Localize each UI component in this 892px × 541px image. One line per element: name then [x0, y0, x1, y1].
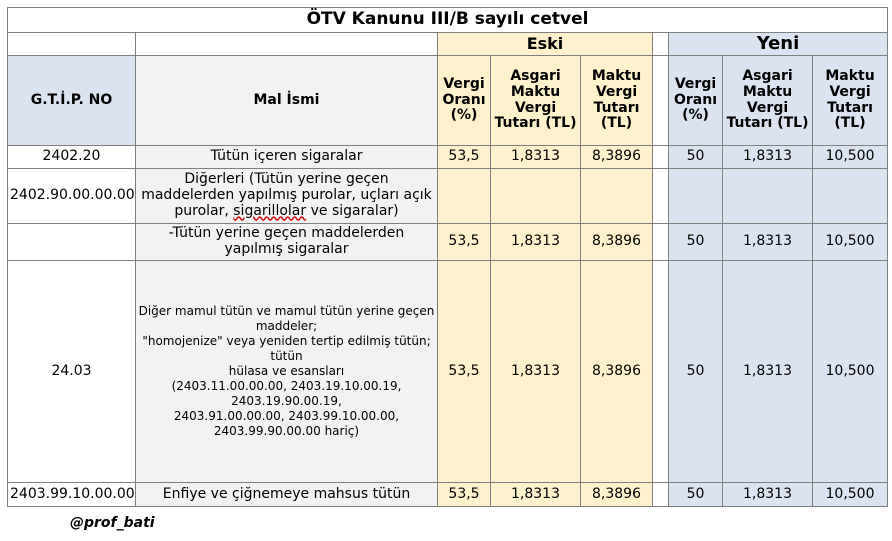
name-text: ve sigaralar)	[306, 202, 399, 219]
new-min-cell: 1,8313	[723, 146, 813, 169]
new-rate-cell: 50	[669, 146, 723, 169]
code-cell: 2403.99.10.00.00	[8, 483, 136, 507]
spacer-cell	[653, 261, 669, 483]
new-fixed-cell: 10,500	[813, 261, 888, 483]
new-fixed-cell: 10,500	[813, 224, 888, 261]
author-handle: @prof_bati	[70, 515, 155, 531]
new-fixed-cell: 10,500	[813, 146, 888, 169]
name-text: Diğerleri (Tütün yerine geçen maddelerden yapılmış purolar, uçları açık purolar,	[141, 171, 432, 219]
table-title: ÖTV Kanunu III/B sayılı cetvel	[8, 8, 888, 33]
old-min-cell: 1,8313	[491, 261, 581, 483]
blank-cell	[8, 33, 136, 56]
col-header-code: G.T.İ.P. NO	[8, 56, 136, 146]
table-row	[8, 169, 888, 224]
new-fixed-cell: 10,500	[813, 483, 888, 507]
empty-cell	[723, 169, 813, 224]
old-fixed-cell: 8,3896	[581, 224, 653, 261]
spacer-cell	[653, 169, 669, 224]
name-cell	[136, 169, 438, 224]
old-rate-cell: 53,5	[438, 483, 491, 507]
spacer-cell	[653, 56, 669, 146]
blank-cell	[136, 33, 438, 56]
table-row	[8, 483, 888, 507]
col-header-name: Mal İsmi	[136, 56, 438, 146]
name-line: 2403.91.00.00.00, 2403.99.10.00.00,	[173, 409, 400, 423]
spacer-cell	[653, 224, 669, 261]
table-row	[8, 224, 888, 261]
col-header-new-min: Asgari Maktu Vergi Tutarı (TL)	[723, 56, 813, 146]
name-cell	[136, 261, 438, 483]
old-fixed-cell: 8,3896	[581, 146, 653, 169]
old-fixed-cell: 8,3896	[581, 483, 653, 507]
spacer-cell	[653, 483, 669, 507]
code-cell	[8, 224, 136, 261]
new-min-cell: 1,8313	[723, 261, 813, 483]
name-cell: Tütün içeren sigaralar	[136, 146, 438, 169]
new-rate-cell: 50	[669, 224, 723, 261]
new-rate-cell: 50	[669, 261, 723, 483]
old-min-cell: 1,8313	[491, 483, 581, 507]
name-cell: -Tütün yerine geçen maddelerden yapılmış sigaralar	[136, 224, 438, 261]
name-line: "homojenize" veya yeniden tertip edilmiş tütün;	[142, 334, 431, 348]
spacer-cell	[653, 33, 669, 56]
name-line: (2403.11.00.00.00, 2403.19.10.00.19,	[171, 379, 402, 393]
empty-cell	[669, 169, 723, 224]
otv-table	[7, 7, 888, 507]
col-header-new-fixed: Maktu Vergi Tutarı (TL)	[813, 56, 888, 146]
col-header-old-min: Asgari Maktu Vergi Tutarı (TL)	[491, 56, 581, 146]
old-rate-cell: 53,5	[438, 224, 491, 261]
name-line: tütün	[270, 349, 303, 363]
new-min-cell: 1,8313	[723, 483, 813, 507]
group-new-header: Yeni	[669, 33, 888, 56]
col-header-new-rate: Vergi Oranı (%)	[669, 56, 723, 146]
spacer-cell	[653, 146, 669, 169]
name-line: hülasa ve esansları	[228, 364, 345, 378]
old-fixed-cell: 8,3896	[581, 261, 653, 483]
table-row	[8, 146, 888, 169]
new-rate-cell: 50	[669, 483, 723, 507]
old-rate-cell: 53,5	[438, 261, 491, 483]
empty-cell	[581, 169, 653, 224]
group-old-header: Eski	[438, 33, 653, 56]
code-cell: 2402.20	[8, 146, 136, 169]
old-min-cell: 1,8313	[491, 224, 581, 261]
name-cell: Enfiye ve çiğnemeye mahsus tütün	[136, 483, 438, 507]
old-rate-cell: 53,5	[438, 146, 491, 169]
col-header-old-rate: Vergi Oranı (%)	[438, 56, 491, 146]
table-row	[8, 261, 888, 483]
name-line: 2403.99.90.00.00 hariç)	[213, 424, 360, 438]
name-text-misspelled: sigarillolar	[233, 202, 307, 219]
name-line: 2403.19.90.00.19,	[231, 394, 342, 408]
name-line: Diğer mamul tütün ve mamul tütün yerine geçen maddeler;	[138, 304, 435, 333]
old-min-cell: 1,8313	[491, 146, 581, 169]
empty-cell	[438, 169, 491, 224]
code-cell: 24.03	[8, 261, 136, 483]
code-cell: 2402.90.00.00.00	[8, 169, 136, 224]
new-min-cell: 1,8313	[723, 224, 813, 261]
empty-cell	[813, 169, 888, 224]
empty-cell	[491, 169, 581, 224]
col-header-old-fixed: Maktu Vergi Tutarı (TL)	[581, 56, 653, 146]
